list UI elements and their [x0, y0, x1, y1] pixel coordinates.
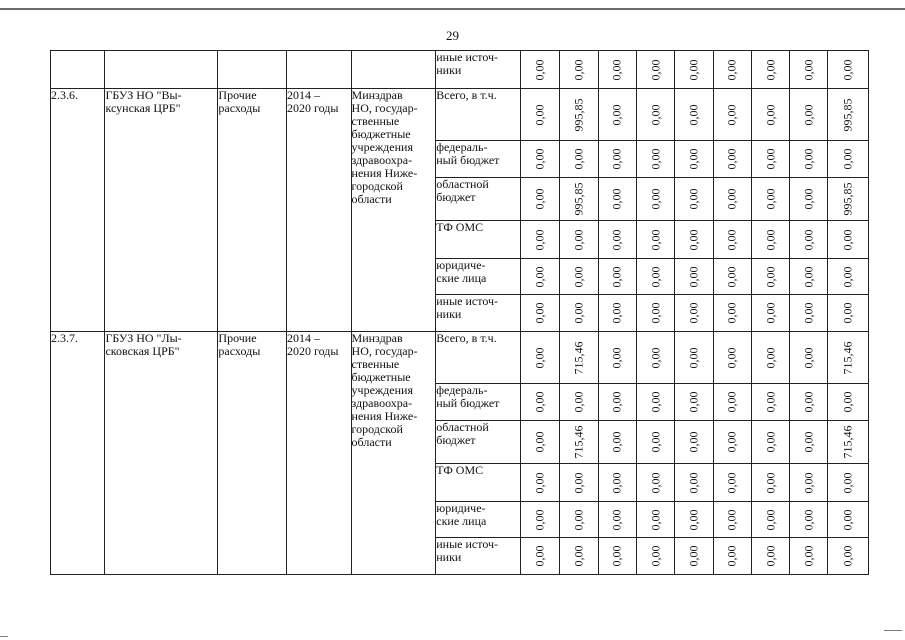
table-row [51, 51, 869, 89]
value-cell [598, 89, 636, 141]
value-cell [713, 421, 751, 464]
value-text: 0,00 [686, 266, 701, 287]
value-text: 0,00 [801, 391, 816, 413]
value-text: 0,00 [763, 59, 778, 80]
value-text: 0,00 [724, 148, 739, 170]
value-cell [636, 384, 674, 421]
value-text: 0,00 [763, 509, 778, 530]
value-text: 0,00 [571, 59, 586, 80]
period [286, 332, 351, 575]
expense-type [218, 89, 287, 332]
value-text: 0,00 [840, 472, 855, 493]
value-cell [636, 89, 674, 141]
value-cell [713, 464, 751, 502]
value-cell [713, 178, 751, 221]
value-cell [675, 221, 713, 259]
value-cell [828, 502, 869, 538]
value-text: 0,00 [724, 302, 739, 324]
value-cell [713, 384, 751, 421]
value-text: 0,00 [609, 104, 624, 125]
value-cell [751, 502, 789, 538]
value-text: 0,00 [801, 229, 816, 250]
value-text: 0,00 [648, 391, 663, 413]
value-cell [675, 178, 713, 221]
value-text: 0,00 [724, 59, 739, 80]
value-text: 0,00 [609, 431, 624, 453]
value-cell [790, 178, 828, 221]
value-text: 0,00 [801, 148, 816, 170]
value-cell [560, 51, 598, 89]
value-cell [751, 259, 789, 295]
value-cell [828, 89, 869, 141]
value-cell [790, 421, 828, 464]
value-cell [790, 141, 828, 178]
value-text: 0,00 [609, 266, 624, 287]
value-text: 0,00 [686, 391, 701, 413]
value-cell [790, 259, 828, 295]
value-text: 0,00 [686, 347, 701, 368]
value-text: 0,00 [724, 104, 739, 125]
value-cell [828, 259, 869, 295]
empty-cell [351, 51, 436, 89]
table-row [51, 89, 869, 141]
value-cell [713, 51, 751, 89]
value-cell [520, 538, 559, 575]
empty-cell [105, 51, 218, 89]
value-cell [520, 464, 559, 502]
value-text: 0,00 [686, 188, 701, 210]
value-text: 0,00 [724, 472, 739, 493]
value-cell [713, 259, 751, 295]
value-text: 0,00 [571, 229, 586, 250]
value-text: 0,00 [840, 302, 855, 324]
value-cell [790, 221, 828, 259]
value-cell [598, 332, 636, 384]
value-cell [675, 384, 713, 421]
source-label: федераль- ный бюджет [436, 384, 521, 421]
value-cell [675, 141, 713, 178]
value-cell [751, 464, 789, 502]
value-text: 0,00 [609, 509, 624, 530]
value-text: 0,00 [763, 472, 778, 493]
value-cell [560, 538, 598, 575]
value-text: 0,00 [724, 188, 739, 210]
value-cell [751, 221, 789, 259]
value-cell [598, 178, 636, 221]
value-cell [598, 421, 636, 464]
value-cell [636, 51, 674, 89]
institution-name [105, 332, 218, 575]
value-cell [636, 332, 674, 384]
value-text: 0,00 [532, 391, 547, 413]
value-text: 0,00 [763, 391, 778, 413]
value-text: 715,46 [840, 341, 855, 374]
value-cell [520, 502, 559, 538]
value-cell [675, 332, 713, 384]
value-text: 0,00 [686, 472, 701, 493]
value-text: 0,00 [840, 545, 855, 567]
period-text: 2014 – 2020 годы [286, 331, 339, 358]
value-text: 0,00 [801, 509, 816, 530]
empty-cell [51, 51, 105, 89]
value-text: 0,00 [532, 472, 547, 493]
value-text: 0,00 [840, 148, 855, 170]
value-cell [520, 259, 559, 295]
value-cell [675, 51, 713, 89]
value-text: 0,00 [801, 545, 816, 567]
value-text: 0,00 [571, 266, 586, 287]
value-text: 0,00 [571, 302, 586, 324]
value-cell [713, 502, 751, 538]
value-cell [713, 332, 751, 384]
source-label: Всего, в т.ч. [436, 332, 521, 384]
value-cell [636, 421, 674, 464]
value-cell [751, 384, 789, 421]
value-text: 0,00 [801, 104, 816, 125]
value-text: 0,00 [724, 391, 739, 413]
value-cell [790, 89, 828, 141]
value-text: 0,00 [763, 431, 778, 453]
expense-type-text: Прочие расходы [218, 88, 261, 115]
value-cell [675, 421, 713, 464]
value-text: 0,00 [686, 509, 701, 530]
value-cell [560, 141, 598, 178]
value-cell [520, 51, 559, 89]
value-text: 0,00 [648, 148, 663, 170]
value-cell [598, 538, 636, 575]
value-cell [560, 502, 598, 538]
value-cell [520, 332, 559, 384]
value-text: 0,00 [571, 472, 586, 493]
value-cell [713, 295, 751, 332]
value-text: 0,00 [648, 347, 663, 368]
value-cell [598, 295, 636, 332]
value-cell [636, 538, 674, 575]
item-code [51, 332, 105, 575]
value-cell [751, 421, 789, 464]
value-text: 0,00 [724, 347, 739, 368]
value-text: 0,00 [609, 229, 624, 250]
value-text: 0,00 [763, 545, 778, 567]
value-cell [713, 538, 751, 575]
item-code-text: 2.3.7. [51, 331, 78, 345]
value-text: 0,00 [801, 347, 816, 368]
source-label: иные источ- ники [436, 538, 521, 575]
value-text: 0,00 [801, 59, 816, 80]
value-text: 0,00 [801, 302, 816, 324]
value-text: 0,00 [571, 545, 586, 567]
value-text: 0,00 [532, 347, 547, 368]
value-text: 0,00 [571, 509, 586, 530]
executor-text: Минздрав НО, государ- ственные бюджетные учреждения здравоохра- нения Ниже- городской области [351, 88, 418, 206]
value-cell [560, 221, 598, 259]
value-text: 0,00 [609, 347, 624, 368]
value-text: 0,00 [532, 104, 547, 125]
value-text: 0,00 [532, 188, 547, 210]
value-cell [751, 89, 789, 141]
value-cell [751, 332, 789, 384]
value-cell [636, 221, 674, 259]
budget-table [50, 50, 869, 575]
value-text: 0,00 [532, 431, 547, 453]
value-text: 0,00 [724, 545, 739, 567]
source-label: Всего, в т.ч. [436, 89, 521, 141]
value-text: 0,00 [840, 391, 855, 413]
institution-name-text: ГБУЗ НО "Лы- сковская ЦРБ" [105, 331, 182, 358]
item-code-text: 2.3.6. [51, 88, 78, 102]
value-cell [560, 332, 598, 384]
value-cell [790, 464, 828, 502]
value-cell [675, 538, 713, 575]
value-cell [751, 51, 789, 89]
source-label: юридиче- ские лица [436, 259, 521, 295]
value-cell [560, 89, 598, 141]
value-text: 0,00 [609, 59, 624, 80]
value-text: 995,85 [571, 182, 586, 216]
value-text: 0,00 [840, 229, 855, 250]
period-text: 2014 – 2020 годы [286, 88, 339, 115]
value-cell [675, 464, 713, 502]
value-cell [520, 384, 559, 421]
value-cell [828, 421, 869, 464]
value-cell [751, 178, 789, 221]
value-cell [598, 51, 636, 89]
value-text: 0,00 [724, 431, 739, 453]
value-text: 0,00 [648, 59, 663, 80]
value-text: 0,00 [724, 229, 739, 250]
value-cell [828, 141, 869, 178]
value-text: 0,00 [532, 229, 547, 250]
value-cell [636, 141, 674, 178]
source-label: иные источ- ники [436, 295, 521, 332]
value-cell [828, 332, 869, 384]
value-text: 0,00 [532, 302, 547, 324]
value-cell [636, 178, 674, 221]
period [286, 89, 351, 332]
value-text: 0,00 [801, 431, 816, 453]
value-text: 0,00 [609, 148, 624, 170]
value-text: 0,00 [532, 545, 547, 567]
empty-cell [218, 51, 287, 89]
value-text: 0,00 [609, 188, 624, 210]
value-text: 0,00 [609, 545, 624, 567]
table-row [51, 332, 869, 384]
source-label: юридиче- ские лица [436, 502, 521, 538]
value-text: 0,00 [763, 148, 778, 170]
value-text: 0,00 [801, 472, 816, 493]
scan-top-border [0, 8, 905, 10]
value-cell [560, 259, 598, 295]
value-cell [828, 221, 869, 259]
value-text: 0,00 [648, 431, 663, 453]
value-text: 0,00 [686, 148, 701, 170]
value-cell [636, 259, 674, 295]
value-text: 0,00 [686, 431, 701, 453]
value-cell [828, 384, 869, 421]
value-cell [790, 384, 828, 421]
value-cell [520, 221, 559, 259]
value-text: 995,85 [840, 98, 855, 131]
institution-name-text: ГБУЗ НО "Вы- ксунская ЦРБ" [105, 88, 182, 115]
value-cell [790, 295, 828, 332]
value-text: 0,00 [609, 472, 624, 493]
value-text: 0,00 [763, 229, 778, 250]
value-cell [598, 384, 636, 421]
scan-mark [884, 630, 902, 631]
value-cell [598, 502, 636, 538]
value-cell [520, 421, 559, 464]
value-text: 0,00 [648, 302, 663, 324]
value-text: 0,00 [686, 302, 701, 324]
value-cell [560, 464, 598, 502]
executor-text: Минздрав НО, государ- ственные бюджетные учреждения здравоохра- нения Ниже- городской области [351, 331, 418, 449]
value-text: 0,00 [724, 266, 739, 287]
value-cell [675, 259, 713, 295]
value-cell [790, 51, 828, 89]
value-text: 0,00 [801, 188, 816, 210]
value-cell [828, 295, 869, 332]
item-code [51, 89, 105, 332]
value-text: 0,00 [571, 391, 586, 413]
value-text: 0,00 [686, 59, 701, 80]
value-text: 715,46 [571, 341, 586, 374]
value-text: 0,00 [840, 266, 855, 287]
expense-type [218, 332, 287, 575]
value-text: 0,00 [648, 472, 663, 493]
source-label: областной бюджет [436, 421, 521, 464]
value-text: 0,00 [648, 104, 663, 125]
value-text: 0,00 [532, 148, 547, 170]
value-cell [713, 141, 751, 178]
value-text: 0,00 [686, 229, 701, 250]
value-text: 0,00 [648, 266, 663, 287]
value-cell [520, 89, 559, 141]
source-label: иные источ- ники [436, 51, 521, 89]
value-text: 0,00 [571, 148, 586, 170]
source-label: ТФ ОМС [436, 221, 521, 259]
value-cell [751, 538, 789, 575]
value-cell [713, 221, 751, 259]
value-text: 0,00 [763, 104, 778, 125]
source-label: областной бюджет [436, 178, 521, 221]
value-cell [828, 464, 869, 502]
value-text: 715,46 [840, 425, 855, 459]
value-text: 0,00 [763, 188, 778, 210]
value-cell [675, 295, 713, 332]
value-text: 0,00 [609, 302, 624, 324]
value-text: 0,00 [840, 59, 855, 80]
value-text: 0,00 [532, 509, 547, 530]
value-text: 0,00 [763, 347, 778, 368]
value-cell [560, 421, 598, 464]
page-number: 29 [446, 28, 459, 43]
value-cell [560, 295, 598, 332]
value-cell [598, 464, 636, 502]
executor [351, 89, 436, 332]
value-cell [598, 141, 636, 178]
institution-name [105, 89, 218, 332]
value-cell [560, 384, 598, 421]
value-cell [828, 51, 869, 89]
value-cell [751, 141, 789, 178]
value-text: 715,46 [571, 425, 586, 459]
scan-mark [0, 636, 8, 637]
empty-cell [286, 51, 351, 89]
value-text: 0,00 [532, 266, 547, 287]
source-label: федераль- ный бюджет [436, 141, 521, 178]
value-text: 0,00 [840, 509, 855, 530]
value-cell [790, 538, 828, 575]
value-text: 0,00 [648, 509, 663, 530]
value-cell [713, 89, 751, 141]
value-text: 0,00 [763, 266, 778, 287]
value-text: 0,00 [648, 545, 663, 567]
value-cell [828, 178, 869, 221]
value-text: 0,00 [609, 391, 624, 413]
value-text: 0,00 [686, 545, 701, 567]
value-cell [560, 178, 598, 221]
value-text: 995,85 [571, 98, 586, 131]
value-cell [520, 178, 559, 221]
value-cell [751, 295, 789, 332]
value-text: 0,00 [801, 266, 816, 287]
value-cell [790, 502, 828, 538]
value-text: 0,00 [532, 59, 547, 80]
value-cell [636, 502, 674, 538]
value-cell [598, 259, 636, 295]
value-cell [520, 295, 559, 332]
value-cell [675, 89, 713, 141]
value-text: 0,00 [763, 302, 778, 324]
value-text: 0,00 [724, 509, 739, 530]
value-cell [790, 332, 828, 384]
value-cell [828, 538, 869, 575]
value-cell [598, 221, 636, 259]
value-text: 0,00 [686, 104, 701, 125]
value-cell [636, 464, 674, 502]
source-label: ТФ ОМС [436, 464, 521, 502]
value-text: 0,00 [648, 188, 663, 210]
expense-type-text: Прочие расходы [218, 331, 261, 358]
executor [351, 332, 436, 575]
value-cell [675, 502, 713, 538]
value-text: 0,00 [648, 229, 663, 250]
value-text: 995,85 [840, 182, 855, 216]
value-cell [520, 141, 559, 178]
value-cell [636, 295, 674, 332]
